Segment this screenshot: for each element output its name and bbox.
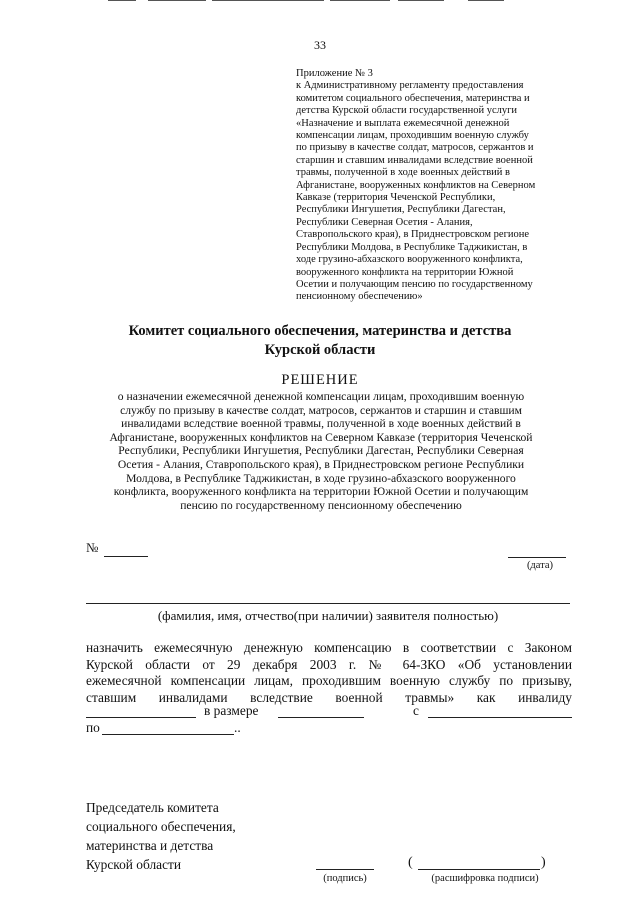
committee-title <box>0 322 640 360</box>
decision-heading: РЕШЕНИЕ <box>281 372 359 388</box>
top-edge-line <box>108 0 136 1</box>
applicant-name-caption: (фамилия, имя, отчество(при наличии) заявителя полностью) <box>157 608 499 623</box>
decision-body-line: ежемесячной компенсации лицам, проходившим военную службу по призыву, <box>86 673 572 689</box>
appendix-line: Республики Ингушетия, Республики Дагестан, <box>296 204 506 216</box>
chairman-title-line: социального обеспечения, <box>86 819 236 834</box>
decode-close-paren: ) <box>541 855 546 870</box>
amount-row <box>86 705 572 725</box>
to-suffix: .. <box>234 720 241 735</box>
appendix-line: «Назначение и выплата ежемесячной денежной <box>296 117 510 129</box>
signature-caption: (подпись) <box>323 873 367 884</box>
decision-body-line: назначить ежемесячную денежную компенсацию в соответствии с Законом <box>86 640 572 655</box>
top-edge-line <box>468 0 504 1</box>
applicant-name-field[interactable] <box>86 603 570 604</box>
top-edge-line <box>398 0 444 1</box>
appendix-line: вооруженного конфликта на территории Южной <box>296 266 514 278</box>
decision-subject-line: инвалидами вследствие военной травмы, полученной в ходе военных действий в <box>121 417 521 431</box>
committee-title-line: Комитет социального обеспечения, материнства и детства <box>128 323 512 339</box>
to-label: по <box>86 720 100 735</box>
appendix-line: Приложение № 3 <box>296 68 373 79</box>
appendix-line: Ставропольского края), в Приднестровском регионе <box>296 229 530 241</box>
appendix-header <box>296 68 586 304</box>
to-date-field[interactable] <box>102 734 234 735</box>
from-date-field[interactable] <box>428 717 572 718</box>
appendix-line: детства Курской области государственной услуги <box>296 105 518 117</box>
decision-subject-line: службу по призыву в качестве солдат, матросов, сержантов и старшин и ставшим <box>120 403 522 417</box>
chairman-title-line: Курской области <box>86 857 182 872</box>
appendix-line: Республики Северная Осетия - Алания, <box>296 216 473 228</box>
amount-label: в размере <box>204 703 259 718</box>
signature-decode-caption: (расшифровка подписи) <box>431 873 539 884</box>
appendix-line: Кавказе (территория Чеченской Республики, <box>296 192 496 204</box>
decode-open-paren: ( <box>408 855 413 870</box>
decision-body-line: ставшим инвалидами вследствие военной травмы» как инвалиду <box>86 689 572 705</box>
decision-body <box>86 640 572 706</box>
from-label: с <box>413 703 419 718</box>
appendix-line: ходе грузино-абхазского вооруженного конфликта, <box>296 254 523 266</box>
signature-decode-field[interactable] <box>418 869 540 870</box>
top-edge-line <box>212 0 324 1</box>
chairman-title-line: Председатель комитета <box>86 800 219 815</box>
top-edge-line <box>330 0 390 1</box>
page-number: 33 <box>314 38 326 52</box>
signature-field[interactable] <box>316 869 374 870</box>
decision-subject-line: конфликта, вооруженного конфликта на территории Южной Осетии и получающим <box>113 485 529 499</box>
date-caption: (дата) <box>526 560 554 571</box>
decision-subject-line: Осетия - Алания, Ставропольского края), в Приднестровском регионе Республики <box>117 457 525 471</box>
decision-number-label: № <box>86 540 99 555</box>
decision-subject-line: пенсию по государственному пенсионному обеспечению <box>180 498 462 512</box>
decision-number-field[interactable] <box>104 556 148 557</box>
appendix-line: травмы, полученной в ходе военных действий в <box>296 167 510 179</box>
decision-subject-line: Афганистане, вооруженных конфликтов на Северном Кавказе (территория Чеченской <box>109 430 533 444</box>
decision-subject-line: Молдова, в Республике Таджикистан, в ходе грузино-абхазского вооруженного <box>126 471 516 485</box>
appendix-line: компенсации лицам, проходившим военную службу <box>296 130 529 142</box>
committee-title-line: Курской области <box>264 342 376 358</box>
appendix-line: Осетии и получающим пенсию по государственному <box>296 278 533 290</box>
appendix-line: старшин и ставшим инвалидами вследствие военной <box>296 154 533 166</box>
chairman-title-line: материнства и детства <box>86 838 214 853</box>
amount-field[interactable] <box>278 717 364 718</box>
date-field[interactable] <box>508 557 566 558</box>
appendix-line: Республики Молдова, в Республике Таджикистан, в <box>296 241 528 253</box>
decision-subject-line: о назначении ежемесячной денежной компенсации лицам, проходившим военную <box>117 390 525 403</box>
appendix-line: по призыву в качестве солдат, матросов, сержантов и <box>296 142 534 154</box>
decision-body-line: Курской области от 29 декабря 2003 г. № 64-ЗКО «Об установлении <box>86 656 572 672</box>
disability-category-field[interactable] <box>86 717 196 718</box>
decision-subject-line: Республики, Республики Ингушетия, Республики Дагестан, Республики Северная <box>118 444 524 458</box>
appendix-line: к Административному регламенту предоставления <box>296 80 524 92</box>
decision-subject <box>86 390 556 512</box>
appendix-line: комитетом социального обеспечения, материнства и <box>296 92 530 104</box>
top-edge-line <box>148 0 206 1</box>
appendix-line: Афганистане, вооруженных конфликтов на Северном <box>296 179 536 191</box>
chairman-signature-block <box>86 798 306 874</box>
appendix-line: пенсионному обеспечению» <box>296 291 423 303</box>
